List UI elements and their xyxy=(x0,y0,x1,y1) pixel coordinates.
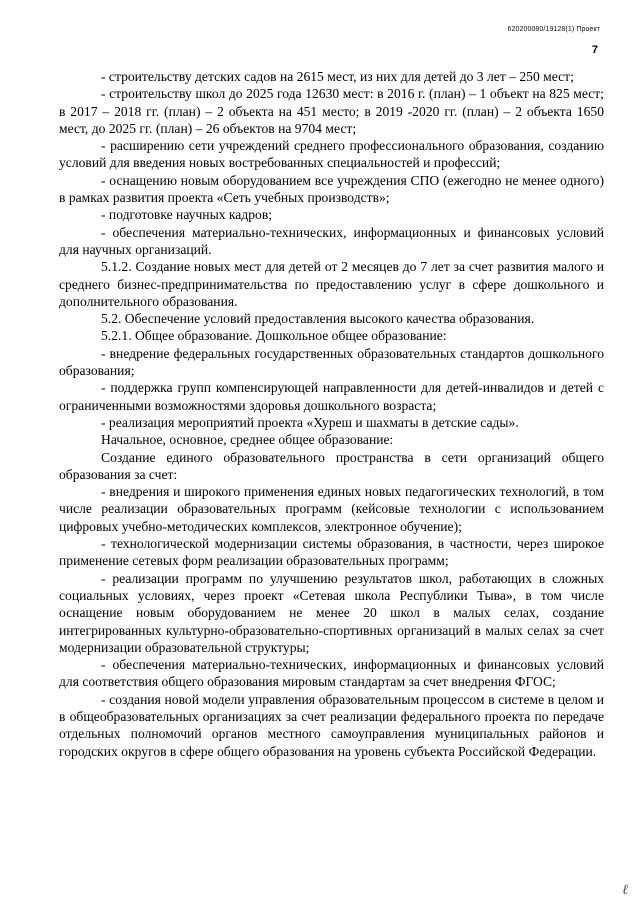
document-body xyxy=(59,68,604,760)
paragraph: - оснащению новым оборудованием все учреждения СПО (ежегодно не менее одного) в рамках развития проекта «Сеть учебных производств»; xyxy=(59,172,604,206)
paragraph: - создания новой модели управления образовательным процессом в системе в целом и в общеобразовательных организациях за счет реализации федерального проекта по передаче отдельных полномочий органов местного самоуправления муниципальных районов и городских округов в сфере общего образования на уровень субъекта Российской Федерации. xyxy=(59,691,604,759)
paragraph: - внедрение федеральных государственных образовательных стандартов дошкольного образования; xyxy=(59,345,604,379)
paragraph: - строительству школ до 2025 года 12630 мест: в 2016 г. (план) – 1 объект на 825 мест; в 2017 – 2018 гг. (план) – 2 объекта на 451 место; в 2019 -2020 гг. (план) – 2 объекта 1650 мест, до 2025 гг. (план) – 26 объектов на 9704 мест; xyxy=(59,86,604,136)
paragraph: - реализация мероприятий проекта «Хуреш и шахматы в детские сады». xyxy=(101,414,519,430)
paragraph: 5.2.1. Общее образование. Дошкольное общее образование: xyxy=(101,328,447,344)
paragraph: - обеспечения материально-технических, информационных и финансовых условий для научных организаций. xyxy=(59,224,604,257)
paragraph: - подготовке научных кадров; xyxy=(101,207,273,223)
handwritten-mark: ℓ xyxy=(622,883,628,898)
document-id: 620200080/19128(1) Проект xyxy=(507,26,600,33)
paragraph: - поддержка групп компенсирующей направленности для детей-инвалидов и детей с ограниченными возможностями здоровья дошкольного возраста; xyxy=(59,380,604,413)
paragraph: - обеспечения материально-технических, информационных и финансовых условий для соответствия общего образования мировым стандартам за счет внедрения ФГОС; xyxy=(59,657,604,690)
paragraph: Начальное, основное, среднее общее образование: xyxy=(101,432,394,448)
paragraph: - внедрения и широкого применения единых новых педагогических технологий, в том числе реализации образовательных программ (кейсовые технологии с использованием цифровых учебно-методических комплексов, электронное обучение); xyxy=(59,484,604,534)
paragraph: 5.2. Обеспечение условий предоставления высокого качества образования. xyxy=(101,311,535,327)
paragraph: 5.1.2. Создание новых мест для детей от 2 месяцев до 7 лет за счет развития малого и среднего бизнес-предпринимательства по предоставлению услуг в сфере дошкольного и дополнительного образования. xyxy=(59,259,604,309)
paragraph: - строительству детских садов на 2615 мест, из них для детей до 3 лет – 250 мест; xyxy=(101,69,574,84)
paragraph: - расширению сети учреждений среднего профессионального образования, созданию условий для введения новых востребованных специальностей и профессий; xyxy=(59,138,604,171)
paragraph: - реализации программ по улучшению результатов школ, работающих в сложных социальных условиях, через проект «Сетевая школа Республики Тыва», в том числе оснащение новым оборудованием не менее 20 школ в малых селах, создание интегрированных культурно-образовательно-спортивных организаций в малых селах за счет модернизации образовательной структуры; xyxy=(59,570,604,655)
paragraph: Создание единого образовательного пространства в сети организаций общего образования за счет: xyxy=(59,449,604,482)
paragraph: - технологической модернизации системы образования, в частности, через широкое применение сетевых форм реализации образовательных программ; xyxy=(59,536,604,569)
page-number: 7 xyxy=(591,44,598,56)
